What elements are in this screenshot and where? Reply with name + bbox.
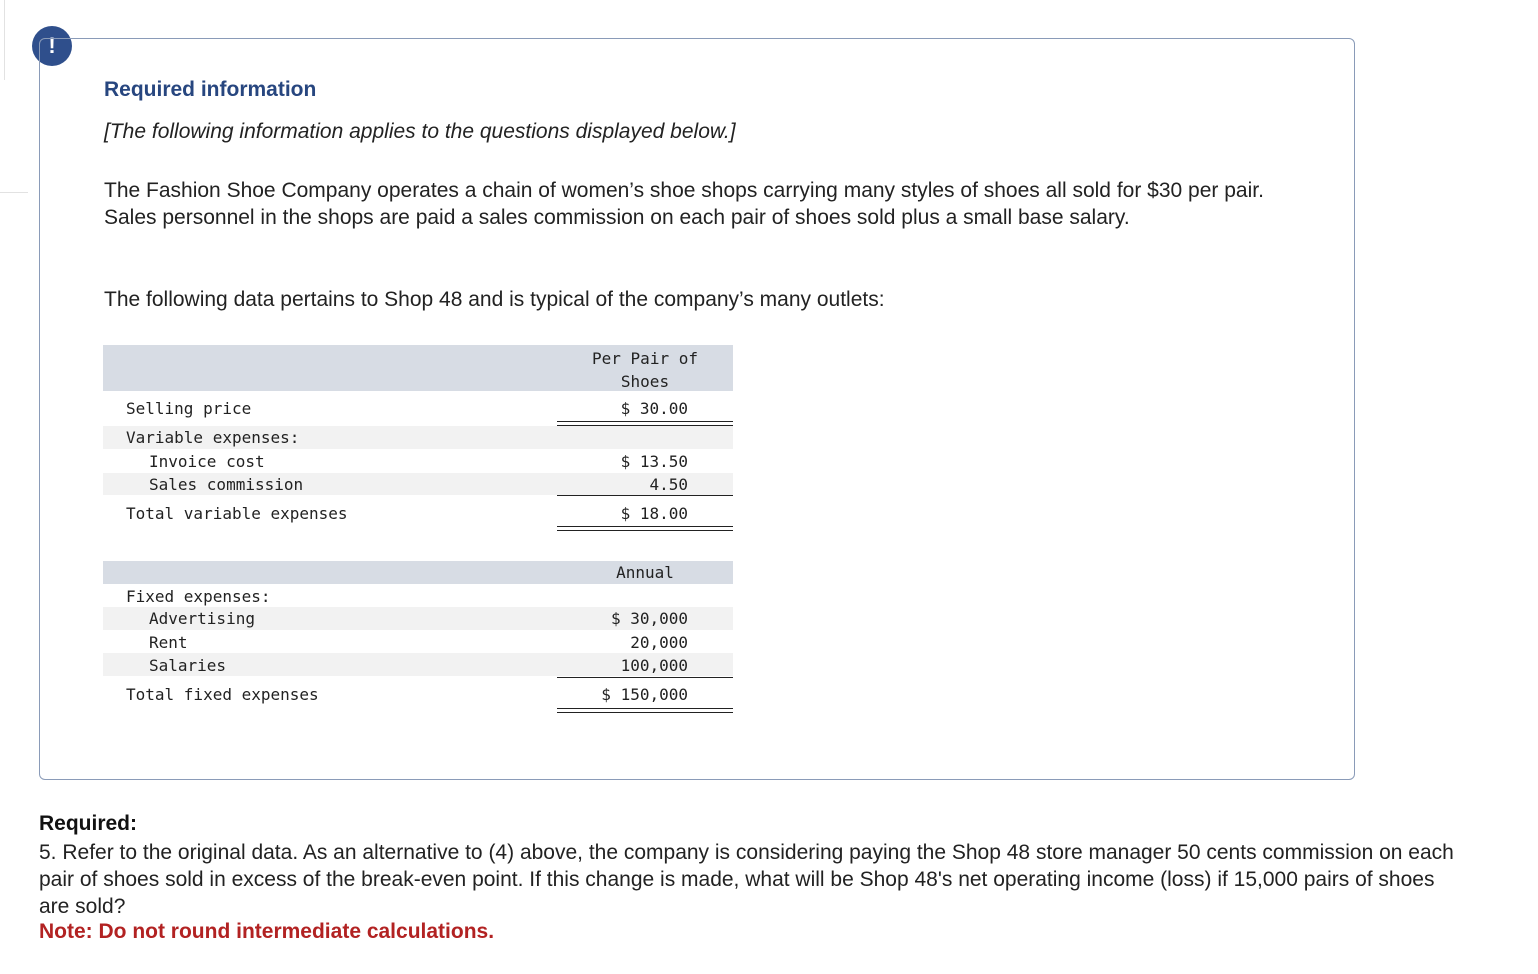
table-row-label: Selling price	[126, 399, 252, 418]
table-row-label: Total fixed expenses	[126, 685, 319, 704]
table-row-label: Total variable expenses	[126, 504, 348, 523]
table-row-value: $ 18.00	[620, 504, 688, 523]
table-row-label: Variable expenses:	[126, 428, 300, 447]
intro-paragraph: The Fashion Shoe Company operates a chain of women’s shoe shops carrying many styles of shoes all sold for $30 per pair. Sales personnel in the shops are paid a sales commission on each pair of shoes sold plus a small base salary.	[104, 179, 1264, 229]
table-row-label: Invoice cost	[149, 452, 265, 471]
table-row-label: Advertising	[149, 609, 255, 628]
required-label: Required:	[39, 812, 138, 835]
data-intro-paragraph: The following data pertains to Shop 48 and is typical of the company’s many outlets:	[104, 288, 885, 311]
table-row-label: Rent	[149, 633, 188, 652]
table-row-value: 20,000	[630, 633, 688, 652]
card-title: Required information	[104, 78, 317, 101]
table-row-value: $ 30.00	[620, 399, 688, 418]
card-subtitle: [The following information applies to the questions displayed below.]	[104, 120, 736, 143]
column-header-line1: Per Pair of	[592, 349, 698, 368]
single-underline	[557, 677, 733, 678]
table-row-value: $ 30,000	[610, 609, 688, 628]
table-row-value: 100,000	[620, 656, 688, 675]
double-underline	[557, 526, 733, 531]
column-header-line2: Shoes	[620, 372, 670, 391]
single-underline	[557, 495, 733, 496]
alert-icon: !	[32, 26, 72, 66]
left-panel-divider	[0, 192, 28, 193]
column-header: Annual	[616, 563, 674, 582]
table-row-label: Sales commission	[149, 475, 304, 494]
left-panel-edge	[0, 0, 5, 80]
table-row-value: $ 13.50	[620, 452, 688, 471]
table-row-label: Salaries	[149, 656, 227, 675]
table-row-label: Fixed expenses:	[126, 587, 271, 606]
column-header	[557, 347, 733, 393]
note-text: Note: Do not round intermediate calculations.	[39, 920, 495, 943]
double-underline	[557, 708, 733, 713]
table-row-value: $ 150,000	[601, 685, 688, 704]
table-row-value: 4.50	[649, 475, 688, 494]
question-text: 5. Refer to the original data. As an alternative to (4) above, the company is considering paying the Shop 48 store manager 50 cents commission on each pair of shoes sold in excess of the break-even point. If this change is made, what will be Shop 48's net operating income (loss) if 15,000 pairs of shoes are sold?	[39, 841, 1454, 918]
